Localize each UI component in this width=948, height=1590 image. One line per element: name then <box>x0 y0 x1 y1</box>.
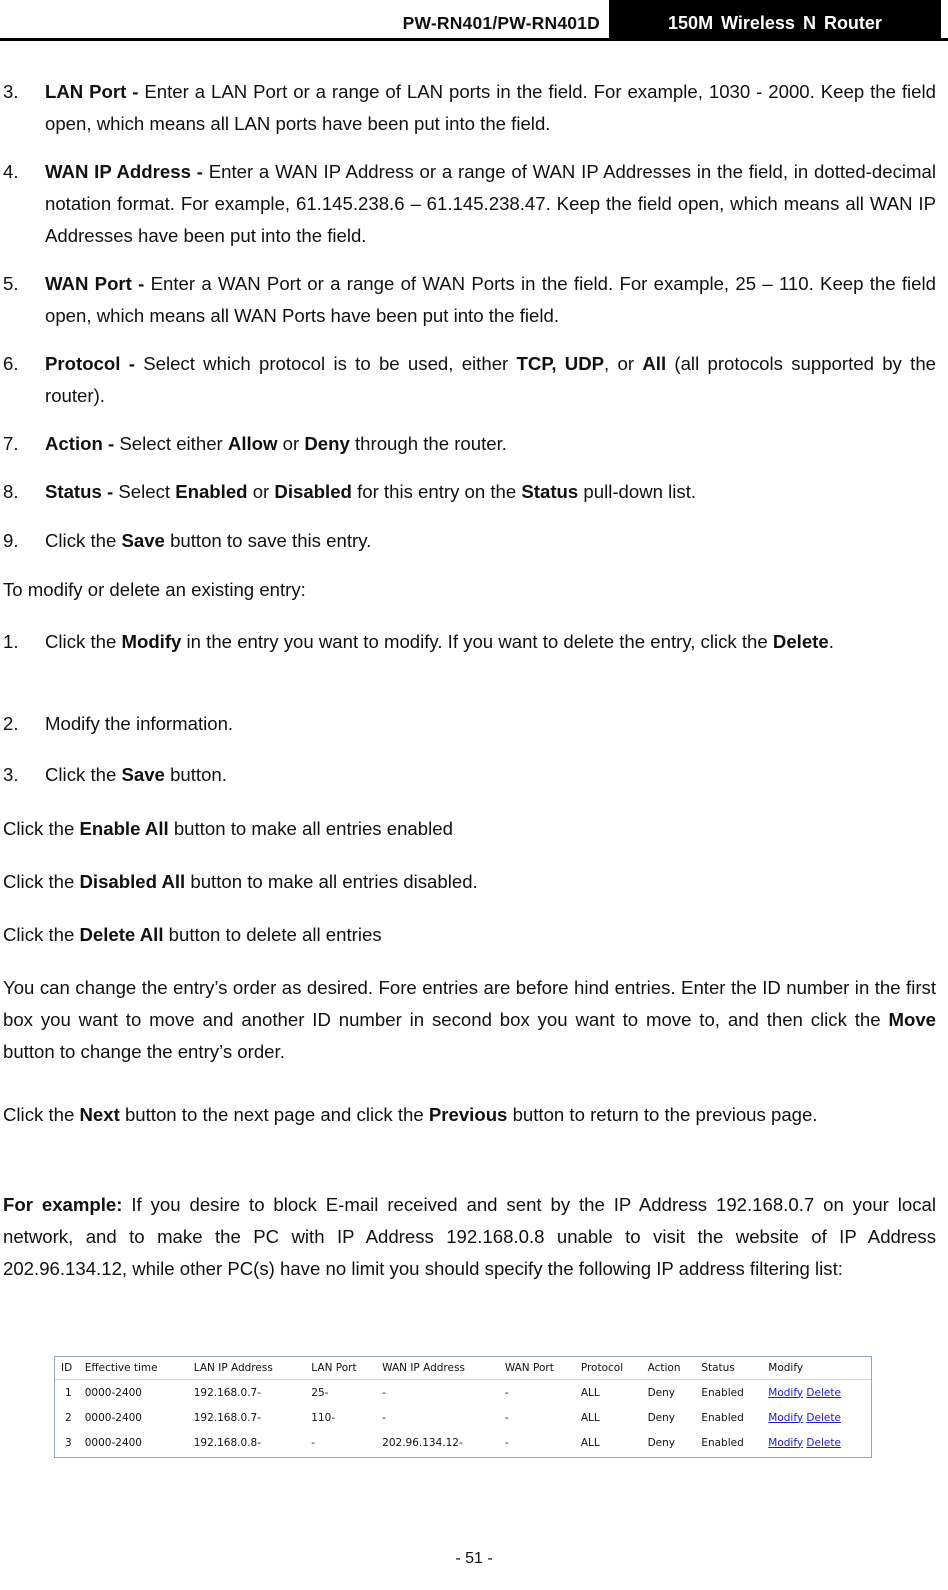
modify-link[interactable]: Modify <box>768 1411 804 1424</box>
modify-link[interactable]: Modify <box>768 1436 804 1449</box>
paragraph: Click the Disabled All button to make all entries disabled. <box>3 871 478 892</box>
page-header <box>0 0 948 40</box>
table-row: 3 0000-2400 192.168.0.8- - 202.96.134.12- - ALL Deny Enabled Modify Delete <box>65 1436 841 1449</box>
model-name: PW-RN401/PW-RN401D <box>402 13 600 33</box>
col-header: LAN IP Address <box>188 1357 306 1380</box>
modify-link[interactable]: Modify <box>768 1386 804 1399</box>
col-header: LAN Port <box>305 1357 376 1380</box>
col-header: Action <box>642 1357 696 1380</box>
paragraph: For example: If you desire to block E-mail received and sent by the IP Address 192.168.0.7 on your local network, and to make the PC with IP Address 192.168.0.8 unable to visit the website of IP Address 202.96.134.12, while other PC(s) have no limit you should specify the following IP address filtering list: <box>3 1194 936 1279</box>
col-header: Modify <box>762 1357 871 1380</box>
col-header: Protocol <box>575 1357 642 1380</box>
paragraph: Click the Enable All button to make all entries enabled <box>3 818 453 839</box>
table-row: 1 0000-2400 192.168.0.7- 25- - - ALL Deny Enabled Modify Delete <box>65 1386 841 1399</box>
product-title: 150M Wireless N Router <box>609 0 941 38</box>
paragraph: Click the Delete All button to delete all entries <box>3 924 382 945</box>
paragraph: To modify or delete an existing entry: <box>3 579 306 600</box>
col-header: Status <box>695 1357 762 1380</box>
ip-filter-table <box>54 1356 872 1458</box>
table-row: 2 0000-2400 192.168.0.7- 110- - - ALL Deny Enabled Modify Delete <box>65 1411 841 1424</box>
paragraph: Click the Next button to the next page and click the Previous button to return to the previous page. <box>3 1104 818 1125</box>
page-number: - 51 - <box>455 1550 493 1567</box>
col-header: WAN IP Address <box>376 1357 499 1380</box>
table-header-row <box>55 1357 871 1380</box>
delete-link[interactable]: Delete <box>806 1436 841 1449</box>
col-header: Effective time <box>79 1357 188 1380</box>
header-rule <box>0 38 948 41</box>
col-header: WAN Port <box>499 1357 575 1380</box>
paragraph: You can change the entry’s order as desired. Fore entries are before hind entries. Enter the ID number in the first box you want to move and another ID number in second box you want to move to, and then click the Move button to change the entry’s order. <box>3 977 936 1062</box>
delete-link[interactable]: Delete <box>806 1411 841 1424</box>
delete-link[interactable]: Delete <box>806 1386 841 1399</box>
col-header: ID <box>55 1357 79 1380</box>
